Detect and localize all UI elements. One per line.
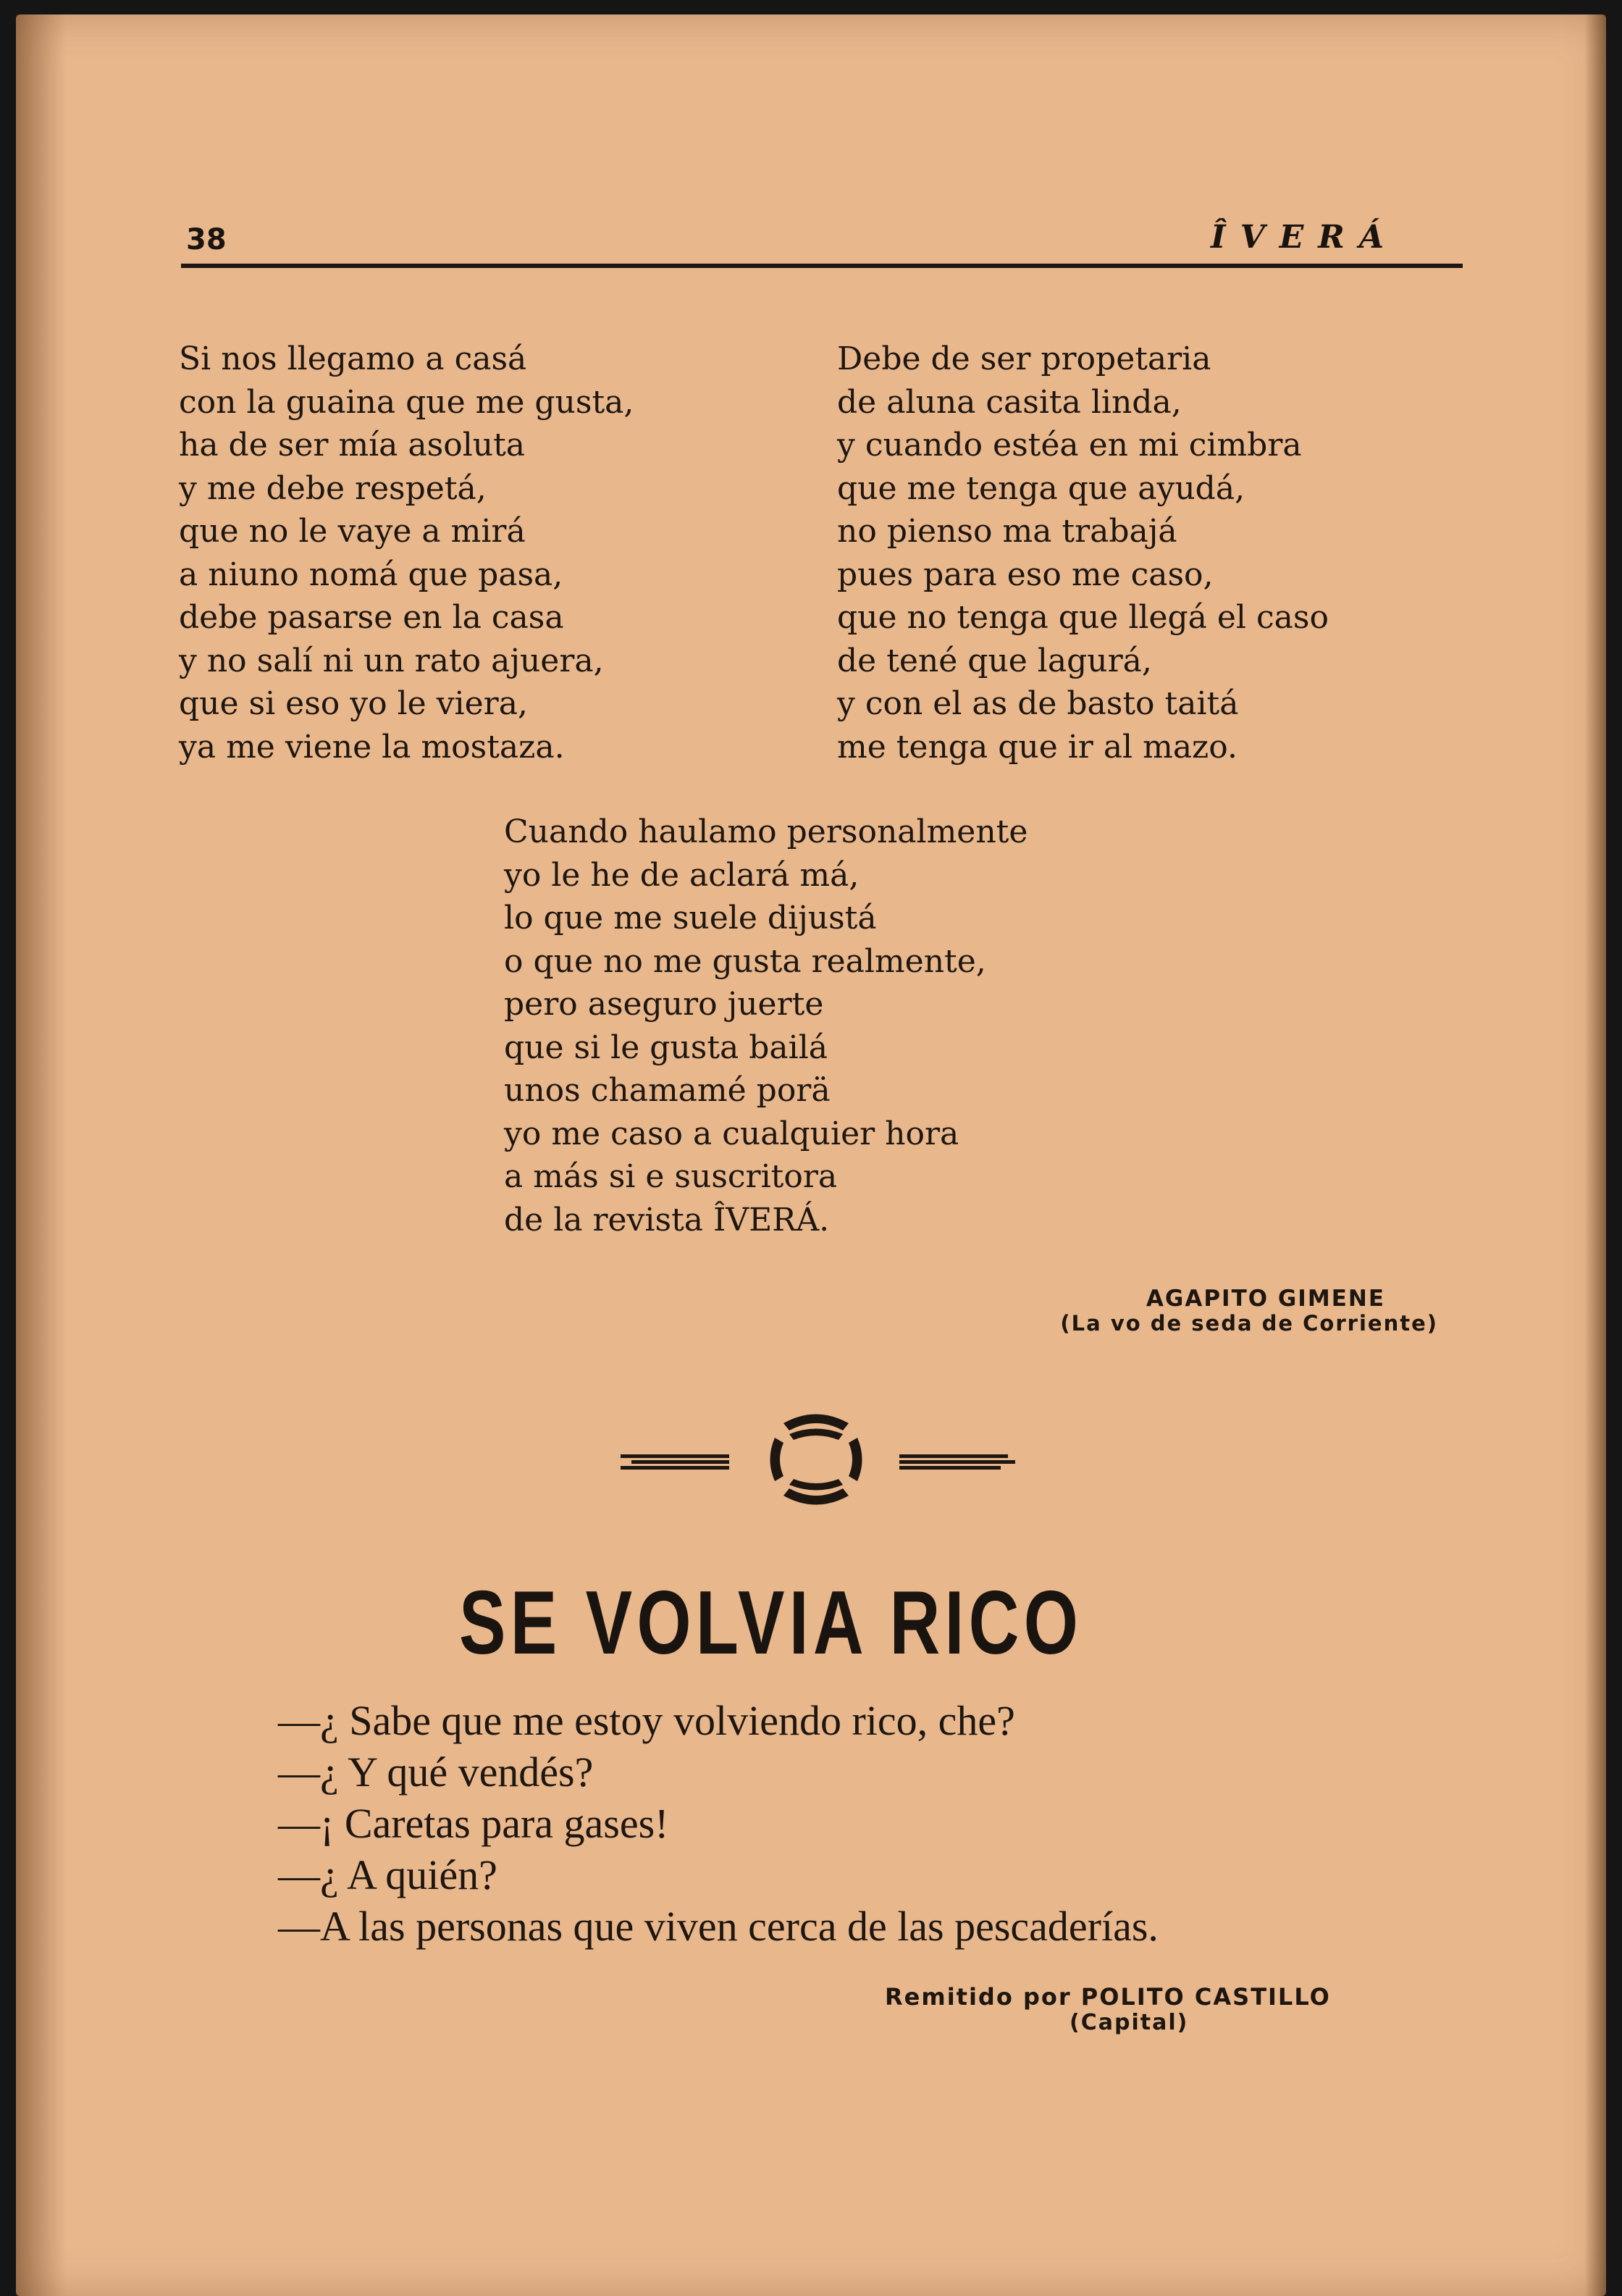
verse-line: Debe de ser propetaria — [837, 340, 1211, 377]
joke-credit: Remitido por POLITO CASTILLO — [885, 1983, 1331, 2011]
page-edge-shadow — [1584, 14, 1606, 2296]
verse-line: a niuno nomá que pasa, — [179, 556, 563, 593]
verse-line: ya me viene la mostaza. — [179, 728, 565, 766]
verse-line: me tenga que ir al mazo. — [837, 728, 1237, 766]
verse-line: Cuando haulamo personalmente — [504, 813, 1028, 850]
poem-author: AGAPITO GIMENE — [1146, 1286, 1385, 1312]
verse-line: con la guaina que me gusta, — [179, 383, 634, 421]
verse-line: que si le gusta bailá — [504, 1028, 828, 1066]
poem-left-column — [179, 338, 634, 768]
verse-line: que no le vaye a mirá — [179, 513, 526, 550]
verse-line: —¿ Y qué vendés? — [278, 1748, 594, 1796]
joke-title: SE VOLVIA RICO — [459, 1573, 1083, 1673]
verse-line: de aluna casita linda, — [837, 383, 1182, 421]
verse-line: debe pasarse en la casa — [179, 599, 564, 636]
joke-dialogue — [278, 1695, 1159, 1952]
verse-line: yo le he de aclará má, — [504, 856, 860, 894]
verse-line: o que no me gusta realmente, — [504, 942, 986, 980]
verse-line: Si nos llegamo a casá — [179, 340, 527, 377]
verse-line: ha de ser mía asoluta — [179, 427, 526, 464]
page-number: 38 — [186, 223, 227, 256]
verse-line: de tené que lagurá, — [837, 642, 1152, 679]
ornament-divider — [617, 1405, 1022, 1514]
page — [16, 14, 1606, 2296]
verse-line: que si eso yo le viera, — [179, 685, 528, 722]
verse-line: a más si e suscritora — [504, 1158, 838, 1195]
verse-line: no pienso ma trabajá — [837, 513, 1177, 550]
verse-line: —A las personas que viven cerca de las pescaderías. — [278, 1903, 1159, 1950]
verse-line: que no tenga que llegá el caso — [837, 599, 1329, 636]
verse-line: lo que me suele dijustá — [504, 900, 877, 937]
verse-line: y con el as de basto taitá — [837, 685, 1239, 722]
page-spine-shadow — [16, 14, 67, 2296]
verse-line: —¿ A quién? — [278, 1851, 497, 1898]
verse-line: unos chamamé porä — [504, 1072, 831, 1109]
verse-line: pues para eso me caso, — [837, 556, 1214, 593]
header-rule — [181, 264, 1463, 268]
verse-line: y me debe respetá, — [179, 469, 487, 507]
verse-line: que me tenga que ayudá, — [837, 469, 1245, 507]
verse-line: pero aseguro juerte — [504, 986, 824, 1023]
verse-line: y cuando estéa en mi cimbra — [837, 427, 1302, 464]
poem-author-note: (La vo de seda de Corriente) — [1060, 1311, 1438, 1336]
verse-line: —¿ Sabe que me estoy volviendo rico, che? — [278, 1697, 1015, 1744]
poem-right-column — [837, 338, 1329, 768]
poem-final-stanza — [504, 810, 1028, 1241]
verse-line: —¡ Caretas para gases! — [278, 1800, 669, 1847]
verse-line: y no salí ni un rato ajuera, — [179, 642, 604, 679]
joke-credit-place: (Capital) — [1070, 2010, 1189, 2035]
verse-line: de la revista ÎVERÁ. — [504, 1201, 830, 1239]
magazine-title: ÎVERÁ — [1211, 219, 1398, 256]
verse-line: yo me caso a cualquier hora — [504, 1115, 959, 1152]
